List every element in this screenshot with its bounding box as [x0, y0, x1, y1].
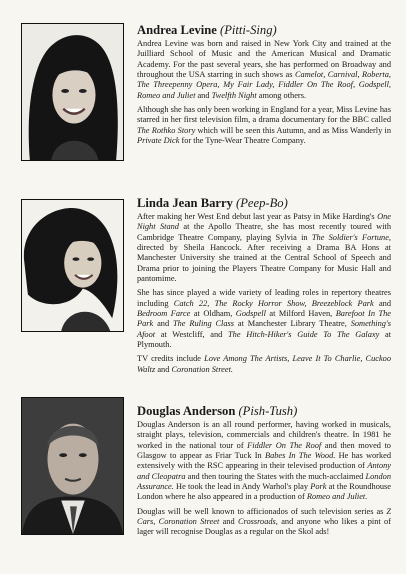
body-text: at Manchester Library Theatre,	[234, 319, 351, 329]
body-text: and then moved to Glasgow to appear as Friar Tuck In	[137, 440, 391, 461]
title-text: Twelfth Night	[211, 90, 257, 100]
body-text: directed by Sheila Hancock. After receiving a Drama BA Hons at Manchester University she trained at the Central School of Speech and Drama prior to joining the Players Theatre Company for Music Hall and pantomime.	[137, 243, 391, 284]
body-text: at Oldham,	[190, 309, 236, 319]
body-text: Although she has only been working in England for a year, Miss Levine has starred in her first television film, a drama documentary for the BBC called	[137, 105, 391, 125]
body-text: at the Roundhouse London where he also appeared in a production of	[137, 482, 391, 502]
bio-paragraph	[137, 420, 391, 503]
bio-paragraphs	[137, 212, 391, 375]
title-text: London Assurance.	[137, 471, 391, 492]
body-text: at Plymouth.	[137, 329, 392, 350]
title-text: Coronation Street.	[171, 364, 233, 374]
title-text: Camelot, Carnival, Roberta, The Threepenny Opera, My Fair Lady, Fiddler On The Roof, Godspell, Romeo and Juliet	[137, 70, 391, 100]
body-text: for the Tyne-Wear Theatre Company.	[179, 136, 306, 146]
body-text: and	[155, 364, 172, 374]
bio-text-andrea-levine	[137, 23, 391, 150]
title-text: One Night Stand	[137, 212, 391, 232]
body-text: and	[373, 298, 392, 308]
bio-text-douglas-anderson	[137, 404, 391, 542]
bio-heading	[137, 196, 391, 211]
title-text: Antony and Cleopatra	[137, 461, 391, 481]
body-text: at Milford Haven,	[265, 309, 336, 319]
title-text: Babes In The Wood.	[264, 451, 336, 461]
body-text: Douglas will be well known to afficionados of such television series as	[137, 506, 387, 516]
title-text: Barefoot In The Park	[137, 309, 391, 329]
title-text: The Hitch-Hiker's Guide To The Galaxy	[228, 329, 380, 339]
portrait-photo-andrea-levine	[21, 23, 124, 161]
body-text: Andrea Levine was born and raised in New York City and trained at the Juilliard School of Music and the American Musical and Dramatic Academy. For the past several years, she has performed on Broadway and throughout the USA starring in such shows as	[137, 39, 391, 80]
performer-name: Douglas Anderson	[137, 404, 236, 418]
body-text: After making her West End debut last year as Patsy in Mike Harding's	[137, 212, 378, 221]
body-text: He took the lead in Andy Warhol's play	[173, 482, 311, 492]
body-text: at Westcliff, and	[155, 329, 229, 339]
role-name: (Pish-Tush)	[238, 404, 298, 418]
body-text: among others.	[256, 90, 307, 100]
bio-paragraph	[137, 288, 391, 350]
body-text: She has since played a wide variety of leading roles in repertory theatres including	[137, 288, 391, 308]
body-text: at the Apollo Theatre, she has most recently toured with Cambridge Theatre Company, playing Sylvia in	[137, 222, 391, 242]
title-text: The Ruling Class	[173, 319, 235, 329]
title-text: Bedroom Farce	[137, 309, 191, 319]
bio-paragraph	[137, 105, 391, 146]
title-text: Catch 22, The Rocky Horror Show, Breezeblock Park	[173, 298, 374, 308]
body-text: and	[195, 90, 212, 100]
bio-heading	[137, 404, 391, 419]
body-text: and	[153, 319, 173, 329]
body-text: Douglas Anderson is an all round performer, having worked in musicals, straight plays, television, commercials and children's theatre. In 1981 he worked in the national tour of	[137, 420, 391, 450]
title-text: Godspell	[235, 309, 266, 319]
title-text: Love Among The Artists, Leave It To Charlie, Cuckoo Waltz	[137, 354, 392, 374]
portrait-photo-linda-jean-barry	[21, 199, 124, 332]
body-text: and then touring the States with the much-acclaimed	[185, 471, 366, 481]
performer-name: Linda Jean Barry	[137, 196, 233, 210]
bio-paragraphs	[137, 39, 391, 146]
body-text: He has worked extensively with the RSC appearing in their televised production of	[137, 451, 392, 471]
bio-text-linda-jean-barry	[137, 196, 391, 379]
bio-paragraph	[137, 354, 391, 375]
title-text: Private Dick	[137, 136, 180, 146]
bio-paragraph	[137, 39, 391, 101]
role-name: (Peep-Bo)	[236, 196, 288, 210]
bio-paragraphs	[137, 420, 391, 538]
bio-heading	[137, 23, 391, 38]
performer-name: Andrea Levine	[137, 23, 217, 37]
title-text: The Rothko Story	[137, 125, 196, 135]
title-text: Crossroads,	[237, 517, 278, 527]
title-text: Z Cars, Coronation Street	[137, 506, 391, 527]
title-text: The Soldier's Fortune,	[311, 232, 391, 242]
body-text: and anyone who likes a pint of lager will recognise Douglas as a regular on the Skol ads!	[137, 517, 391, 537]
body-text: and	[219, 517, 238, 527]
body-text: TV credits include	[137, 354, 205, 364]
bio-paragraph	[137, 507, 391, 538]
title-text: Fiddler On The Roof	[247, 440, 322, 450]
title-text: Something's Afoot	[137, 319, 391, 339]
title-text: Pork	[310, 482, 327, 492]
portrait-photo-douglas-anderson	[21, 397, 124, 535]
role-name: (Pitti-Sing)	[220, 23, 277, 37]
title-text: Romeo and Juliet.	[306, 492, 368, 502]
bio-paragraph	[137, 212, 391, 284]
body-text: which will be seen this Autumn, and as Miss Wanderly in	[195, 125, 391, 135]
